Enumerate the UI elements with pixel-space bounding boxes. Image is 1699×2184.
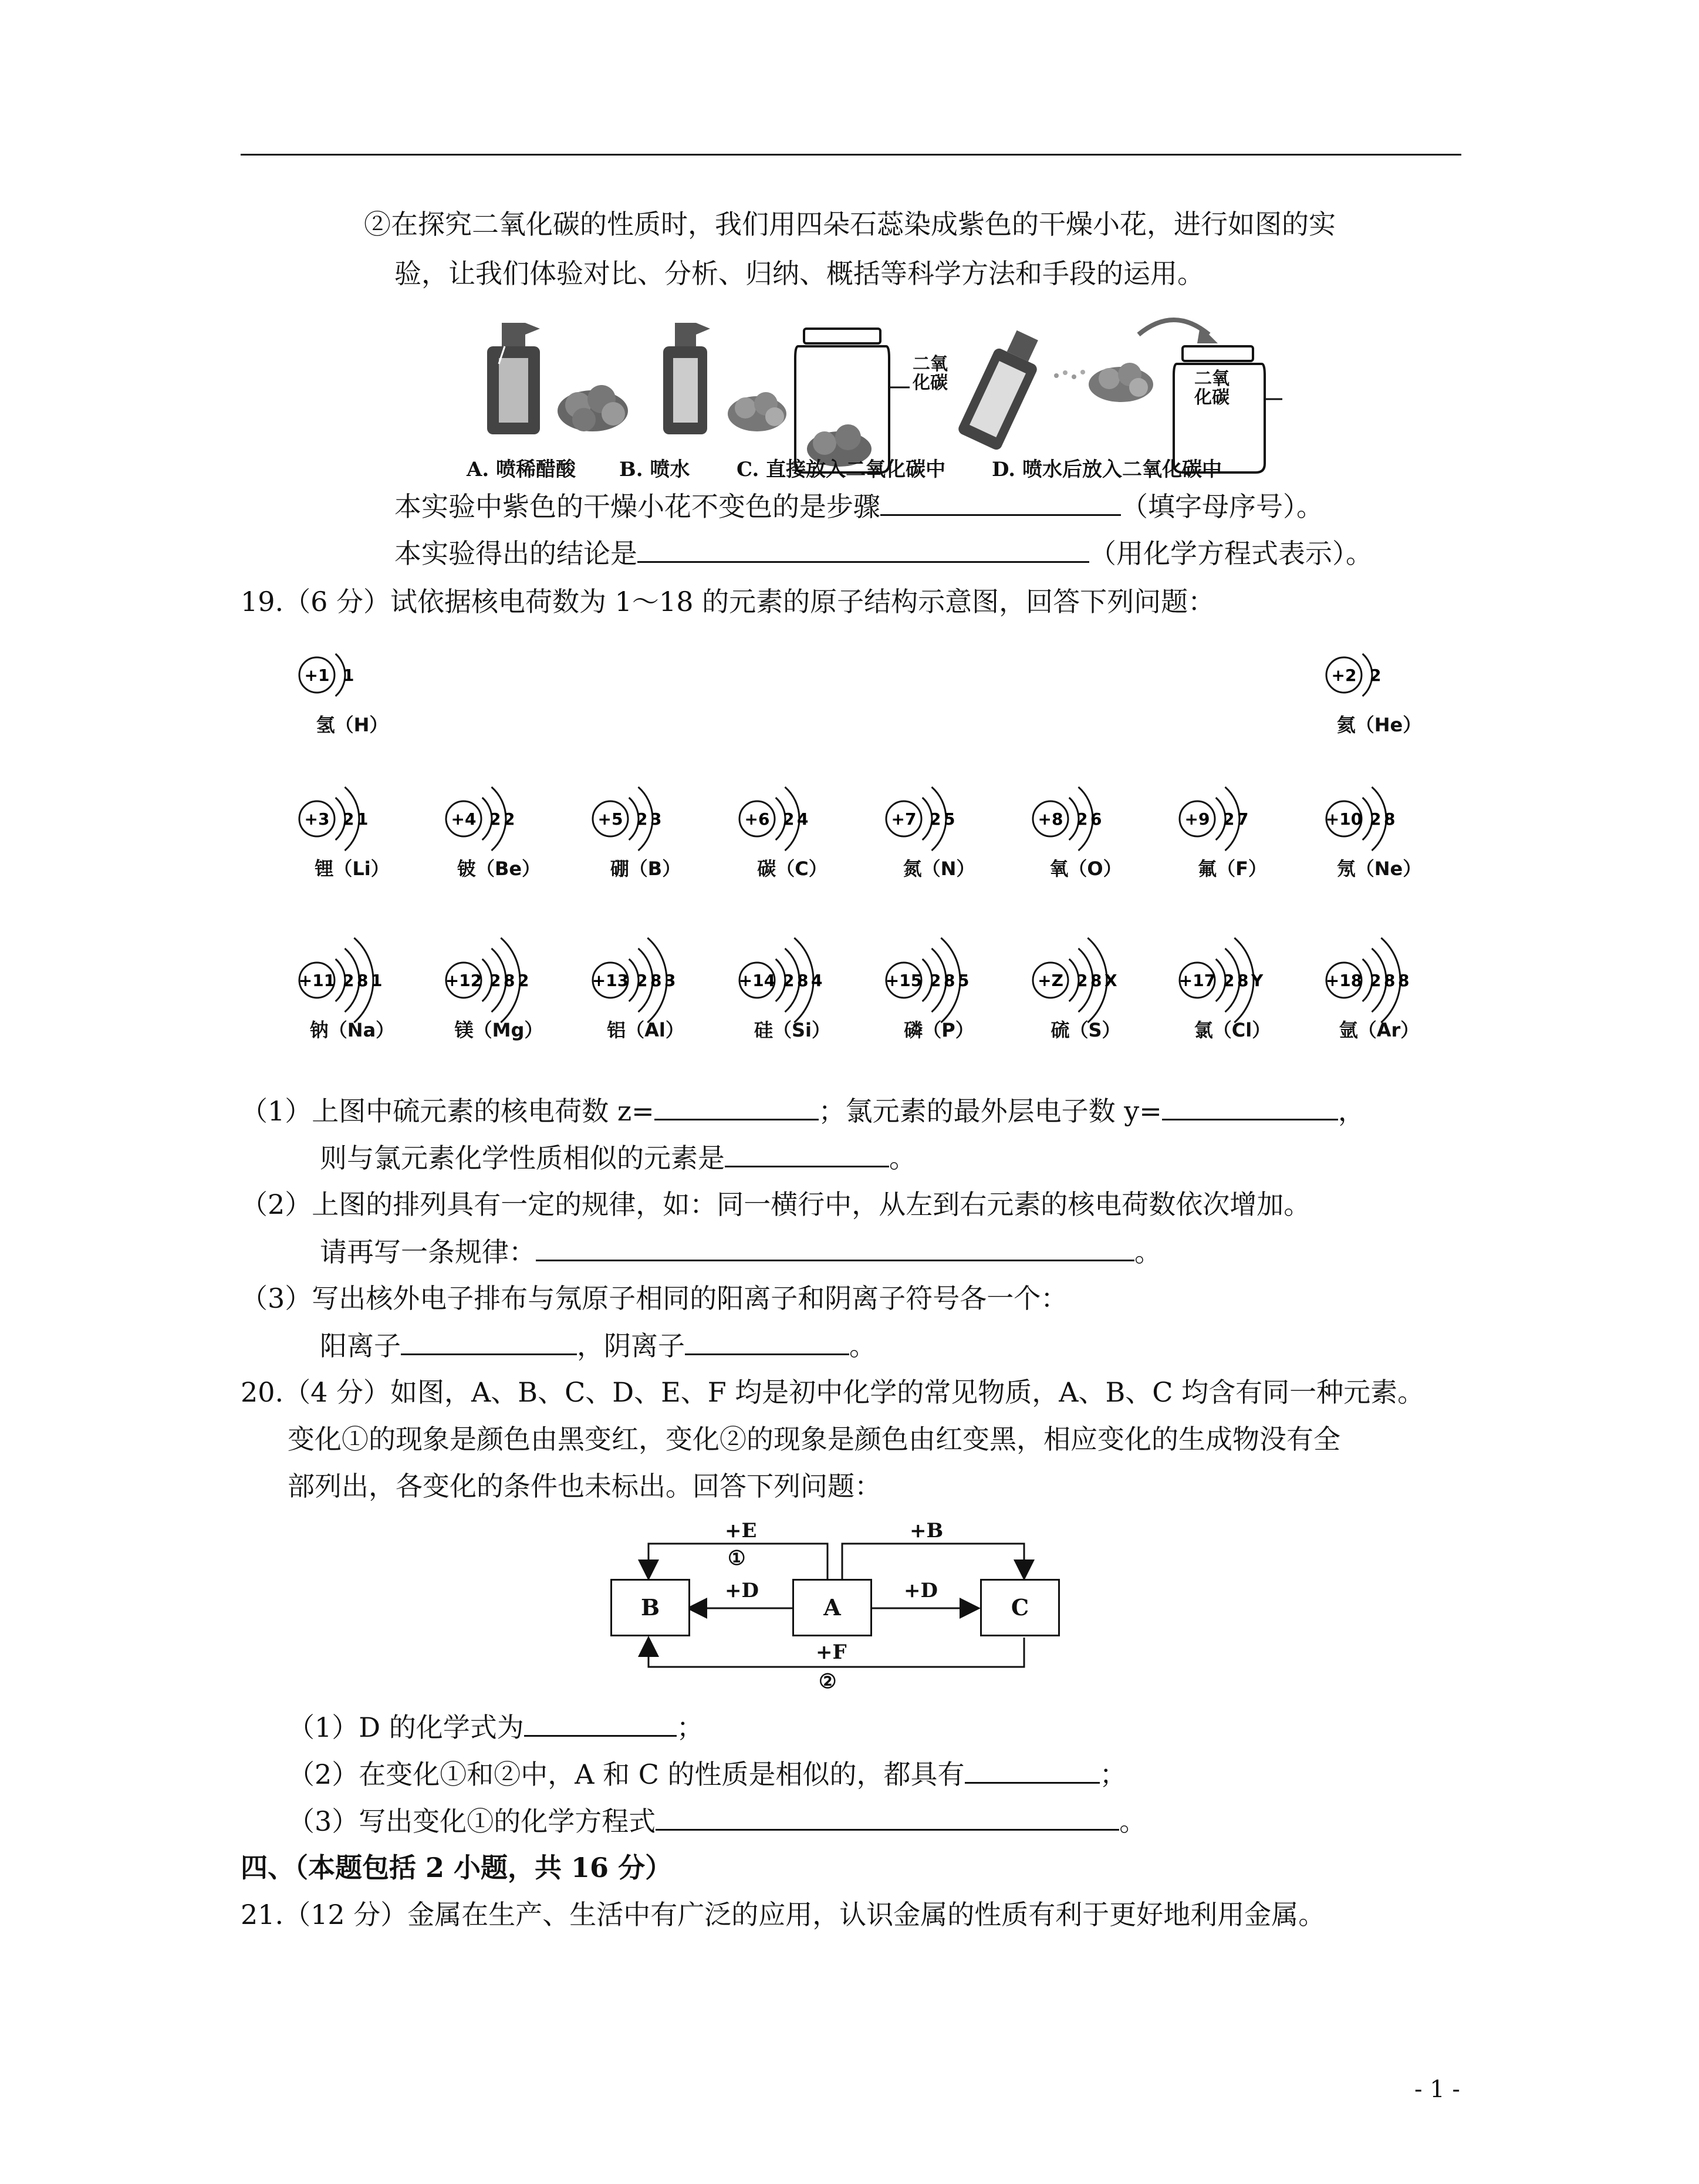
shell-electron-count: 2 [783,809,795,829]
jar-c-label-line1: 二氧 [913,354,948,374]
q19-sub2-line2 [320,1234,1161,1270]
chlorine-outer-electrons-blank[interactable] [1162,1093,1338,1120]
nucleus-charge: +3 [304,809,330,829]
element-label: 磷（P） [904,1019,974,1041]
q18-intro-line2: 验，让我们体验对比、分析、归纳、概括等科学方法和手段的运用。 [394,258,1204,289]
cation-label: 阳离子 [320,1330,401,1362]
q19-sub1-text-c: ， [1337,1095,1365,1127]
q19-sub3-line1: （3）写出核外电子排布与氖原子相同的阳离子和阴离子符号各一个： [241,1282,1068,1314]
q19-stem: 19.（6 分）试依据核电荷数为 1～18 的元素的原子结构示意图，回答下列问题： [241,586,1215,617]
shell-electron-count: 8 [944,971,955,990]
flower-a-icon [558,385,628,431]
shell-electron-count: 2 [1223,971,1235,990]
atom-diagram [880,766,1009,880]
shell-electron-count: 2 [343,809,354,829]
shell-electron-count: 2 [504,809,515,829]
shell-electron-count: 8 [797,971,809,990]
sulfur-charge-blank[interactable] [654,1093,819,1120]
q20-sub1 [288,1709,704,1745]
label-change-2: ② [819,1670,837,1693]
q18-question1-prefix: 本实验中紫色的干燥小花不变色的是步骤 [394,491,880,522]
nucleus-charge: +1 [304,666,330,685]
q19-sub1-text-b: ；氯元素的最外层电子数 y= [818,1095,1162,1127]
atom-diagram [880,927,1009,1041]
shell-electron-count: 4 [811,971,823,990]
caption-d: D. 喷水后放入二氧化碳中 [992,458,1222,481]
atom-diagram [587,766,716,880]
atom-diagram [1174,927,1303,1041]
equation-blank[interactable] [656,1803,1119,1831]
rule-blank[interactable] [536,1234,1134,1261]
jar-d-label-line2: 化碳 [1194,387,1230,408]
shell-electron-count: 8 [1237,971,1249,990]
nucleus-charge: +15 [885,971,923,990]
q20-sub3-end: 。 [1119,1805,1147,1837]
shell-electron-count: 2 [930,809,941,829]
nucleus-charge: +14 [738,971,776,990]
q18-answer-blank-1[interactable] [880,488,1121,516]
transfer-arrow-icon [1139,320,1209,335]
shell-electron-count: 2 [1223,809,1235,829]
label-plus-f: +F [816,1640,847,1664]
q20-stem-line1: 20.（4 分）如图，A、B、C、D、E、F 均是初中化学的常见物质，A、B、C 均含有同一种元素。 [241,1376,1425,1408]
atom-diagram [440,766,569,880]
jar-d-label [1194,370,1230,407]
shell-electron-count: 2 [489,971,501,990]
q18-question2-prefix: 本实验得出的结论是 [394,538,637,569]
shell-electron-count: 8 [1384,971,1396,990]
element-label: 镁（Mg） [454,1019,543,1041]
nucleus-charge: +11 [298,971,336,990]
nucleus-charge: +4 [451,809,477,829]
nucleus-charge: +7 [891,809,917,829]
nucleus-charge: +Z [1038,971,1063,990]
label-plus-e: +E [725,1519,757,1542]
q20-sub3 [288,1803,1146,1839]
atom-diagram [1320,766,1450,880]
flower-d-icon [1089,363,1153,402]
element-label: 氯（Cl） [1194,1019,1271,1041]
box-c: C [980,1579,1060,1636]
shell-electron-count: 2 [343,971,354,990]
element-label: 氦（He） [1336,714,1422,736]
q19-sub1-text-a: （1）上图中硫元素的核电荷数 z= [241,1095,654,1127]
jar-c-label [913,355,948,393]
caption-b: B. 喷水 [619,458,690,481]
q19-sub2-line1: （2）上图的排列具有一定的规律，如：同一横行中，从左到右元素的核电荷数依次增加。 [241,1189,1311,1220]
element-label: 氧（O） [1049,858,1122,880]
q18-question1 [394,488,1323,524]
element-label: 碳（C） [757,858,827,880]
shell-electron-count: 8 [650,971,662,990]
q19-sub2-line2-text: 请再写一条规律： [320,1236,536,1268]
q20-sub2-text: （2）在变化①和②中，A 和 C 的性质是相似的，都具有 [288,1758,965,1790]
shell-electron-count: 8 [504,971,515,990]
shell-electron-count: 6 [1090,809,1102,829]
box-b: B [610,1579,690,1636]
label-plus-d-left: +D [725,1579,759,1602]
atom-diagram [1320,927,1450,1041]
anion-blank[interactable] [685,1328,849,1355]
shell-electron-count: 2 [1370,809,1382,829]
shell-electron-count: 3 [664,971,676,990]
shell-electron-count: 2 [783,971,795,990]
page-number: - 1 - [1414,2076,1460,2103]
element-label: 铝（Al） [607,1019,684,1041]
jar-d-label-line1: 二氧 [1194,369,1230,389]
nucleus-charge: +18 [1325,971,1363,990]
shell-electron-count: 2 [1076,809,1088,829]
element-label: 硼（B） [610,858,681,880]
shell-electron-count: 5 [944,809,955,829]
q19-sub2-line2-end: 。 [1134,1236,1161,1268]
q20-sub1-end: ； [676,1712,704,1743]
atom-diagram [1320,622,1450,736]
section-4-heading: 四、（本题包括 2 小题，共 16 分） [241,1852,673,1883]
atom-diagram [293,622,423,736]
atom-diagram [293,927,423,1041]
shell-electron-count: 1 [371,971,383,990]
nucleus-charge: +17 [1178,971,1216,990]
atom-diagram [1174,766,1303,880]
q20-sub2-end: ； [1099,1758,1127,1790]
element-label: 氖（Ne） [1336,858,1422,880]
q20-sub2 [288,1756,1127,1792]
similar-element-blank[interactable] [725,1140,889,1167]
q19-sub1-line2-end: 。 [889,1142,916,1174]
shell-electron-count: 7 [1237,809,1249,829]
atom-diagram [293,766,423,880]
atom-diagram [734,766,863,880]
q19-sub1-line2 [320,1140,916,1176]
header-rule [241,154,1461,156]
atom-diagram [1027,766,1156,880]
shell-electron-count: 8 [1398,971,1410,990]
q18-intro-line1: ②在探究二氧化碳的性质时，我们用四朵石蕊染成紫色的干燥小花，进行如图的实 [364,208,1336,240]
q20-sub1-text: （1）D 的化学式为 [288,1712,524,1743]
element-label: 硫（S） [1051,1019,1121,1041]
nucleus-charge: +12 [445,971,482,990]
q19-sub1 [241,1093,1365,1129]
atom-diagram [1027,927,1156,1041]
atom-diagram [440,927,569,1041]
box-a: A [792,1579,872,1636]
shell-electron-count: 1 [357,809,369,829]
q18-question1-suffix: （填字母序号）。 [1121,491,1323,522]
shell-electron-count: 8 [1384,809,1396,829]
shell-electron-count: 2 [636,809,648,829]
q19-sub3-end: 。 [849,1330,876,1362]
atom-diagram [587,927,716,1041]
shell-electron-count: 1 [343,666,354,685]
caption-a: A. 喷稀醋酸 [467,458,576,481]
element-label: 氮（N） [903,858,975,880]
jar-c-label-line2: 化碳 [913,373,948,393]
nucleus-charge: +9 [1184,809,1210,829]
reaction-diagram [604,1520,1074,1702]
shell-electron-count: Y [1251,971,1264,990]
nucleus-charge: +10 [1325,809,1363,829]
label-change-1: ① [728,1547,746,1570]
spray-bottle-a-icon [487,323,540,434]
atom-diagram [734,927,863,1041]
caption-c: C. 直接放入二氧化碳中 [737,458,946,481]
q18-question2-suffix: （用化学方程式表示）。 [1089,538,1373,569]
jar-c-icon [795,329,910,472]
shell-electron-count: 4 [797,809,809,829]
element-label: 钠（Na） [309,1019,395,1041]
element-label: 锂（Li） [315,858,390,880]
nucleus-charge: +6 [744,809,770,829]
shell-electron-count: 8 [357,971,369,990]
property-blank[interactable] [965,1756,1100,1784]
shell-electron-count: 2 [636,971,648,990]
nucleus-charge: +8 [1038,809,1063,829]
element-label: 氟（F） [1198,858,1267,880]
q20-sub3-text: （3）写出变化①的化学方程式 [288,1805,656,1837]
label-plus-d-right: +D [904,1579,938,1602]
d-formula-blank[interactable] [524,1709,677,1737]
q19-sub1-line2-text: 则与氯元素化学性质相似的元素是 [320,1142,725,1174]
shell-electron-count: 8 [1090,971,1102,990]
q19-sub3-line2 [320,1328,876,1363]
shell-electron-count: X [1104,971,1117,990]
q20-stem-line3: 部列出，各变化的条件也未标出。回答下列问题： [288,1470,881,1502]
element-label: 硅（Si） [754,1019,831,1041]
shell-electron-count: 3 [650,809,662,829]
shell-electron-count: 2 [930,971,941,990]
nucleus-charge: +2 [1331,666,1357,685]
shell-electron-count: 2 [489,809,501,829]
element-label: 氩（Ar） [1339,1019,1420,1041]
spray-bottle-d-icon [957,325,1049,451]
spray-mist-icon [1054,370,1085,379]
shell-electron-count: 2 [518,971,529,990]
nucleus-charge: +5 [597,809,623,829]
q18-answer-blank-2[interactable] [637,535,1089,563]
flower-b-icon [728,392,786,431]
q18-question2 [394,535,1373,571]
shell-electron-count: 5 [958,971,970,990]
element-label: 氢（H） [316,714,389,736]
shell-electron-count: 2 [1370,971,1382,990]
cation-blank[interactable] [401,1328,577,1355]
shell-electron-count: 2 [1370,666,1382,685]
spray-bottle-b-icon [663,323,710,434]
shell-electron-count: 2 [1076,971,1088,990]
label-plus-b: +B [910,1519,944,1542]
q20-stem-line2: 变化①的现象是颜色由黑变红，变化②的现象是颜色由红变黑，相应变化的生成物没有全 [288,1423,1340,1455]
anion-label: ，阴离子 [577,1330,685,1362]
element-label: 铍（Be） [457,858,541,880]
nucleus-charge: +13 [592,971,629,990]
q21-stem: 21.（12 分）金属在生产、生活中有广泛的应用，认识金属的性质有利于更好地利用金属。 [241,1899,1326,1930]
atom-structure-grid [293,640,1467,1062]
